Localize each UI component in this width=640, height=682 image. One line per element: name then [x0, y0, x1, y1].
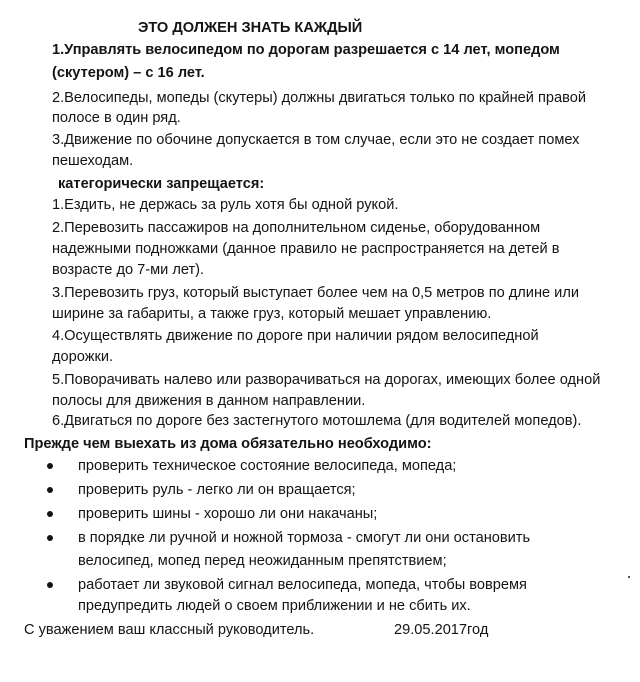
rule-1-line-1: 1.Управлять велосипедом по дорогам разрешается с 14 лет, мопедом: [52, 42, 560, 58]
prohibited-item-2-line-1: 2.Перевозить пассажиров на дополнительном сиденье, оборудованном: [52, 220, 541, 236]
rule-2-line-1: 2.Велосипеды, мопеды (скутеры) должны двигаться только по крайней правой: [52, 90, 586, 106]
checklist-item-4-line-2: велосипед, мопед перед неожиданным препятствием;: [78, 553, 447, 569]
checklist-item-3-line-1: проверить шины - хорошо ли они накачаны;: [78, 506, 378, 522]
bullet-dot-icon: [47, 487, 53, 493]
prohibited-item-1-line-1: 1.Ездить, не держась за руль хотя бы одной рукой.: [52, 197, 399, 213]
prohibited-item-6-line-1: 6.Двигаться по дороге без застегнутого мотошлема (для водителей мопедов).: [52, 413, 582, 429]
checklist-heading: Прежде чем выехать из дома обязательно необходимо:: [24, 436, 432, 452]
prohibited-item-5-line-1: 5.Поворачивать налево или разворачиваться на дорогах, имеющих более одной: [52, 372, 601, 388]
rule-3-line-2: пешеходам.: [52, 153, 134, 169]
checklist-item-2-line-1: проверить руль - легко ли он вращается;: [78, 482, 356, 498]
date: 29.05.2017год: [394, 622, 489, 638]
prohibited-item-3-line-2: ширине за габариты, а также груз, который мешает управлению.: [52, 306, 492, 322]
prohibited-heading: категорически запрещается:: [58, 176, 265, 192]
rule-1-line-2: (скутером) – с 16 лет.: [52, 65, 205, 81]
document-title: ЭТО ДОЛЖЕН ЗНАТЬ КАЖДЫЙ: [138, 20, 363, 36]
rule-3-line-1: 3.Движение по обочине допускается в том случае, если это не создает помех: [52, 132, 580, 148]
prohibited-item-2-line-3: возрасте до 7-ми лет).: [52, 262, 205, 278]
prohibited-item-2-line-2: надежными подножками (данное правило не распространяется на детей в: [52, 241, 560, 257]
prohibited-item-4-line-1: 4.Осуществлять движение по дороге при наличии рядом велосипедной: [52, 328, 539, 344]
prohibited-item-3-line-1: 3.Перевозить груз, который выступает более чем на 0,5 метров по длине или: [52, 285, 580, 301]
checklist-item-1-line-1: проверить техническое состояние велосипеда, мопеда;: [78, 458, 457, 474]
prohibited-item-5-line-2: полосы для движения в данном направлении.: [52, 393, 366, 409]
checklist-item-4-line-1: в порядке ли ручной и ножной тормоза - смогут ли они остановить: [78, 530, 531, 546]
checklist-item-5-line-2: предупредить людей о своем приближении и не сбить их.: [78, 598, 471, 614]
bullet-dot-icon: [47, 511, 53, 517]
rule-2-line-2: полосе в один ряд.: [52, 110, 181, 126]
checklist-item-5-line-1: работает ли звуковой сигнал велосипеда, мопеда, чтобы вовремя: [78, 577, 527, 593]
bullet-dot-icon: [47, 582, 53, 588]
bullet-dot-icon: [47, 535, 53, 541]
scan-speck: [628, 576, 630, 578]
prohibited-item-4-line-2: дорожки.: [52, 349, 114, 365]
bullet-dot-icon: [47, 463, 53, 469]
signature: С уважением ваш классный руководитель.: [24, 622, 315, 638]
